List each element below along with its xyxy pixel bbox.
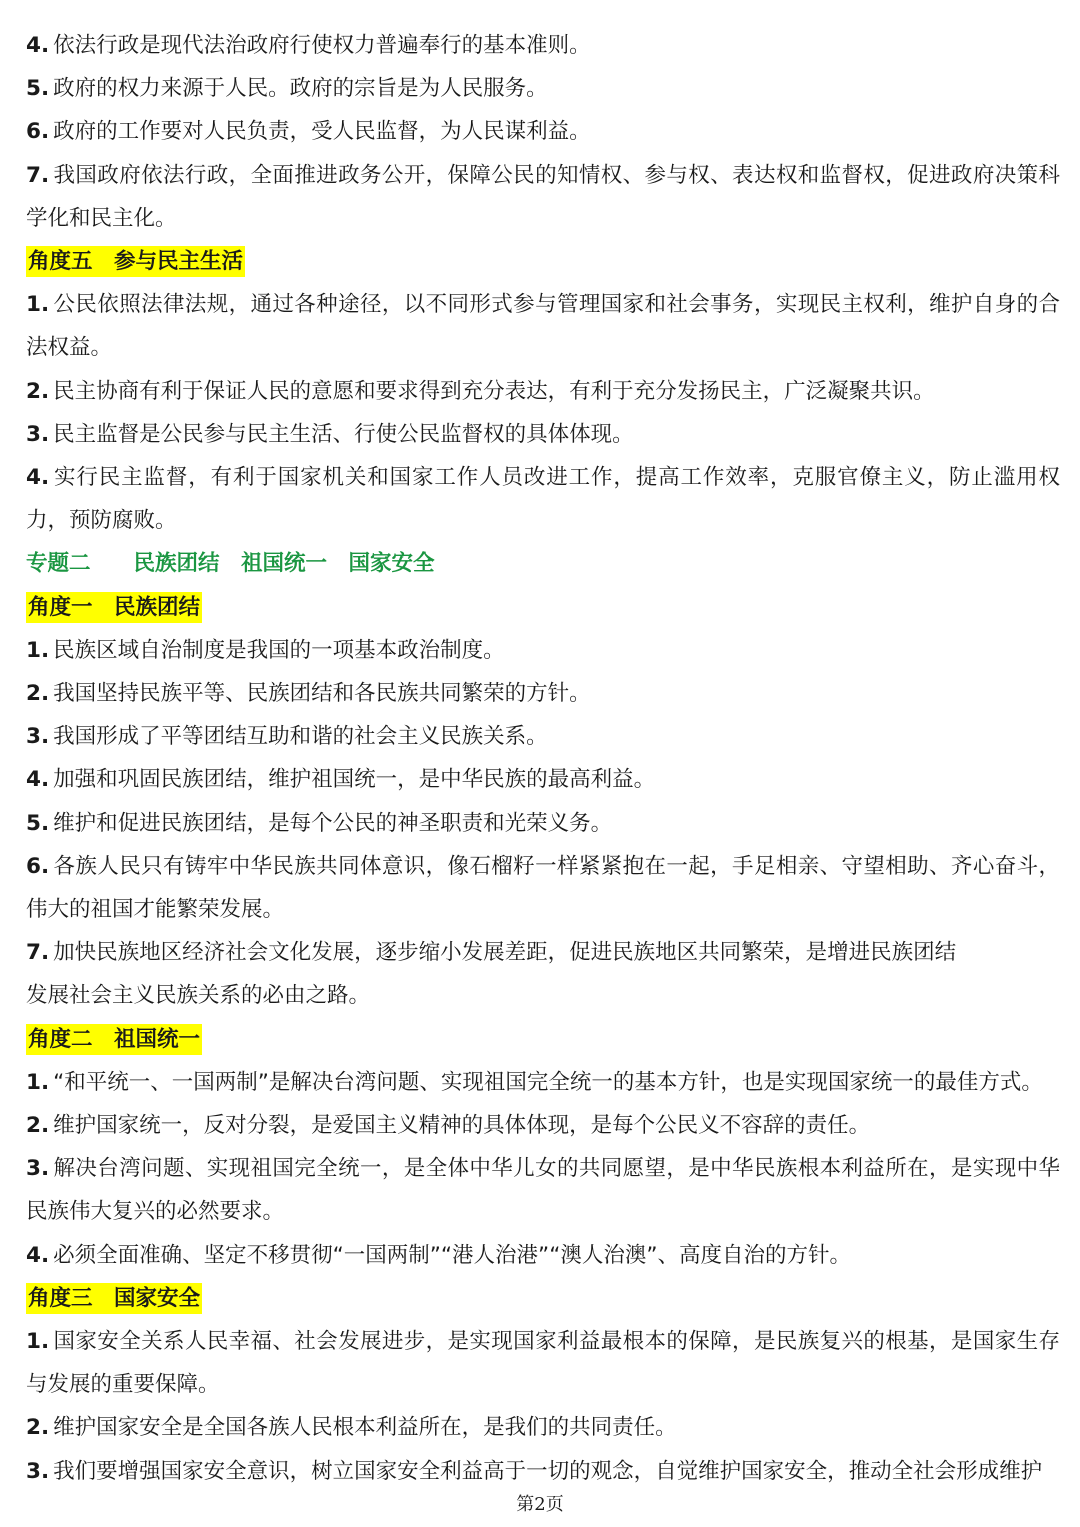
item-text: 民族区域自治制度是我国的一项基本政治制度。	[53, 637, 505, 663]
item-text: 各族人民只有铸牢中华民族共同体意识，像石榴籽一样紧紧抱在一起，手足相亲、守望相助、齐心奋斗，伟大的祖国才能繁荣发展。	[26, 853, 1060, 923]
document-body	[26, 24, 1060, 1493]
section-heading-label: 角度五 参与民主生活	[26, 246, 245, 277]
item-number: 3.	[26, 724, 50, 750]
list-item	[26, 1061, 1060, 1104]
list-item	[26, 456, 1060, 542]
item-number: 1.	[26, 1329, 50, 1355]
item-number: 4.	[26, 767, 50, 793]
item-number: 2.	[26, 1415, 50, 1441]
list-item	[26, 1104, 1060, 1147]
item-text: 维护和促进民族团结，是每个公民的神圣职责和光荣义务。	[53, 810, 613, 836]
item-number: 3.	[26, 1458, 50, 1484]
item-text: 必须全面准确、坚定不移贯彻“一国两制”“港人治港”“澳人治澳”、高度自治的方针。	[53, 1242, 851, 1268]
section-heading-label: 角度三 国家安全	[26, 1283, 202, 1314]
list-item	[26, 370, 1060, 413]
item-text: 解决台湾问题、实现祖国完全统一，是全体中华儿女的共同愿望，是中华民族根本利益所在，是实现中华民族伟大复兴的必然要求。	[26, 1156, 1060, 1225]
list-item	[26, 1406, 1060, 1449]
item-number: 7.	[26, 940, 50, 966]
section-heading	[26, 1018, 1060, 1061]
item-text: 国家安全关系人民幸福、社会发展进步，是实现国家利益最根本的保障，是民族复兴的根基，是国家生存与发展的重要保障。	[26, 1329, 1060, 1398]
list-item	[26, 110, 1060, 153]
item-text: 维护国家安全是全国各族人民根本利益所在，是我们的共同责任。	[53, 1415, 677, 1441]
item-number: 6.	[26, 853, 50, 879]
list-item	[26, 1450, 1060, 1493]
item-text: 民主监督是公民参与民主生活、行使公民监督权的具体体现。	[53, 421, 634, 447]
list-item	[26, 1147, 1060, 1233]
list-item	[26, 24, 1060, 67]
item-text: 公民依照法律法规，通过各种途径，以不同形式参与管理国家和社会事务，实现民主权利，维护自身的合法权益。	[26, 292, 1060, 361]
item-number: 1.	[26, 1069, 50, 1095]
item-number: 1.	[26, 292, 50, 318]
section-heading-label: 角度一 民族团结	[26, 592, 202, 623]
list-item	[26, 154, 1060, 240]
list-item	[26, 845, 1060, 931]
list-item	[26, 67, 1060, 110]
item-text: 民主协商有利于保证人民的意愿和要求得到充分表达，有利于充分发扬民主，广泛凝聚共识。	[53, 378, 935, 404]
list-item	[26, 283, 1060, 369]
item-number: 6.	[26, 119, 50, 145]
item-number: 4.	[26, 33, 50, 58]
list-item	[26, 931, 1060, 974]
item-number: 3.	[26, 1156, 50, 1182]
item-text: 我国政府依法行政，全面推进政务公开，保障公民的知情权、参与权、表达权和监督权，促进政府决策科学化和民主化。	[26, 162, 1060, 231]
item-number: 1.	[26, 637, 50, 663]
list-item	[26, 758, 1060, 801]
item-number: 4.	[26, 465, 50, 491]
page-number: 第2页	[516, 1494, 564, 1515]
item-number: 3.	[26, 421, 50, 447]
list-item	[26, 715, 1060, 758]
item-text: 加强和巩固民族团结，维护祖国统一，是中华民族的最高利益。	[53, 767, 656, 793]
item-number: 2.	[26, 681, 50, 706]
section-heading	[26, 1277, 1060, 1320]
section-heading	[26, 240, 1060, 283]
list-item	[26, 802, 1060, 845]
item-text: 维护国家统一，反对分裂，是爱国主义精神的具体体现，是每个公民义不容辞的责任。	[53, 1113, 871, 1139]
item-number: 4.	[26, 1242, 50, 1268]
section-heading	[26, 586, 1060, 629]
item-number: 2.	[26, 378, 50, 404]
list-item	[26, 1320, 1060, 1406]
item-text: 实行民主监督，有利于国家机关和国家工作人员改进工作，提高工作效率，克服官僚主义，防止滥用权力，预防腐败。	[26, 465, 1060, 534]
item-text: 依法行政是现代法治政府行使权力普遍奉行的基本准则。	[53, 33, 591, 58]
item-number: 7.	[26, 162, 50, 188]
item-number: 5.	[26, 76, 50, 102]
item-number: 5.	[26, 810, 50, 836]
section-heading-label: 角度二 祖国统一	[26, 1024, 202, 1055]
list-item	[26, 1234, 1060, 1277]
item-text: 政府的权力来源于人民。政府的宗旨是为人民服务。	[53, 76, 548, 102]
topic-title: 专题二 民族团结 祖国统一 国家安全	[26, 551, 435, 577]
item-text: 政府的工作要对人民负责，受人民监督，为人民谋利益。	[53, 119, 591, 145]
list-item	[26, 413, 1060, 456]
item-text: 我国形成了平等团结互助和谐的社会主义民族关系。	[53, 724, 548, 750]
item-number: 2.	[26, 1113, 50, 1139]
item-continuation: 发展社会主义民族关系的必由之路。	[26, 983, 371, 1009]
item-text: 加快民族地区经济社会文化发展，逐步缩小发展差距，促进民族地区共同繁荣，是增进民族团结	[53, 940, 957, 966]
item-text: “和平统一、一国两制”是解决台湾问题、实现祖国完全统一的基本方针，也是实现国家统一的最佳方式。	[53, 1069, 1043, 1095]
list-item	[26, 672, 1060, 715]
item-text: 我们要增强国家安全意识，树立国家安全利益高于一切的观念，自觉维护国家安全，推动全社会形成维护	[53, 1458, 1043, 1484]
list-item	[26, 629, 1060, 672]
item-text: 我国坚持民族平等、民族团结和各民族共同繁荣的方针。	[53, 681, 591, 706]
